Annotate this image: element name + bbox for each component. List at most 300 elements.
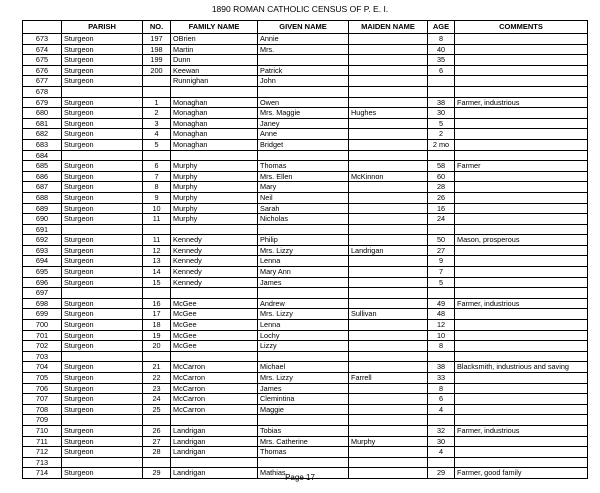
cell-parish: Sturgeon <box>62 256 143 267</box>
cell-parish: Sturgeon <box>62 129 143 140</box>
cell-given-name: Lizzy <box>258 341 349 352</box>
cell-family-name: Landrigan <box>171 468 258 479</box>
cell-age: 6 <box>428 394 455 405</box>
cell-age: 50 <box>428 235 455 246</box>
cell-age: 9 <box>428 256 455 267</box>
cell-given-name: Michael <box>258 362 349 373</box>
cell-given-name: Mary <box>258 182 349 193</box>
cell-row-number: 699 <box>23 309 62 320</box>
cell-row-number: 707 <box>23 394 62 405</box>
cell-no: 27 <box>143 436 171 447</box>
cell-comments <box>455 44 588 55</box>
cell-no: 200 <box>143 65 171 76</box>
cell-maiden-name <box>349 457 428 468</box>
cell-family-name: Landrigan <box>171 425 258 436</box>
cell-given-name: Mathias <box>258 468 349 479</box>
cell-given-name: Thomas <box>258 447 349 458</box>
cell-no: 24 <box>143 394 171 405</box>
cell-maiden-name <box>349 161 428 172</box>
cell-comments <box>455 288 588 299</box>
table-row <box>23 76 588 87</box>
cell-row-number: 701 <box>23 330 62 341</box>
cell-given-name: Andrew <box>258 298 349 309</box>
cell-parish: Sturgeon <box>62 330 143 341</box>
cell-parish: Sturgeon <box>62 447 143 458</box>
cell-family-name <box>171 457 258 468</box>
cell-maiden-name <box>349 383 428 394</box>
cell-parish: Sturgeon <box>62 161 143 172</box>
cell-row-number: 703 <box>23 351 62 362</box>
cell-row-number: 674 <box>23 44 62 55</box>
cell-given-name: Thomas <box>258 161 349 172</box>
cell-row-number: 698 <box>23 298 62 309</box>
cell-age: 30 <box>428 436 455 447</box>
cell-parish: Sturgeon <box>62 394 143 405</box>
cell-parish <box>62 351 143 362</box>
cell-parish: Sturgeon <box>62 436 143 447</box>
cell-age: 6 <box>428 65 455 76</box>
cell-maiden-name <box>349 256 428 267</box>
cell-no: 19 <box>143 330 171 341</box>
cell-family-name: Murphy <box>171 182 258 193</box>
cell-age: 27 <box>428 245 455 256</box>
cell-parish <box>62 288 143 299</box>
cell-no: 5 <box>143 139 171 150</box>
cell-age: 30 <box>428 108 455 119</box>
cell-parish: Sturgeon <box>62 139 143 150</box>
cell-maiden-name <box>349 394 428 405</box>
table-row <box>23 267 588 278</box>
cell-comments <box>455 256 588 267</box>
cell-no: 29 <box>143 468 171 479</box>
cell-row-number: 686 <box>23 171 62 182</box>
cell-family-name: Keewan <box>171 65 258 76</box>
cell-given-name <box>258 150 349 161</box>
table-row <box>23 108 588 119</box>
cell-no: 199 <box>143 55 171 66</box>
cell-family-name <box>171 150 258 161</box>
cell-comments <box>455 192 588 203</box>
cell-age: 4 <box>428 404 455 415</box>
cell-row-number: 697 <box>23 288 62 299</box>
cell-given-name <box>258 457 349 468</box>
cell-age: 38 <box>428 362 455 373</box>
cell-given-name <box>258 351 349 362</box>
table-row <box>23 277 588 288</box>
cell-comments <box>455 76 588 87</box>
cell-no: 12 <box>143 245 171 256</box>
cell-no: 8 <box>143 182 171 193</box>
table-row <box>23 44 588 55</box>
cell-age: 10 <box>428 330 455 341</box>
cell-maiden-name <box>349 425 428 436</box>
cell-family-name <box>171 351 258 362</box>
cell-no: 10 <box>143 203 171 214</box>
cell-parish: Sturgeon <box>62 76 143 87</box>
cell-family-name <box>171 86 258 97</box>
table-row <box>23 298 588 309</box>
cell-no: 23 <box>143 383 171 394</box>
cell-family-name <box>171 415 258 426</box>
cell-family-name: McCarron <box>171 373 258 384</box>
cell-row-number: 678 <box>23 86 62 97</box>
table-row <box>23 245 588 256</box>
cell-age: 7 <box>428 267 455 278</box>
table-row <box>23 171 588 182</box>
cell-row-number: 709 <box>23 415 62 426</box>
cell-no: 22 <box>143 373 171 384</box>
cell-given-name: Tobias <box>258 425 349 436</box>
cell-row-number: 688 <box>23 192 62 203</box>
cell-age: 49 <box>428 298 455 309</box>
cell-family-name: OBrien <box>171 34 258 45</box>
cell-maiden-name <box>349 214 428 225</box>
cell-given-name: James <box>258 383 349 394</box>
cell-parish <box>62 224 143 235</box>
cell-row-number: 679 <box>23 97 62 108</box>
cell-row-number: 680 <box>23 108 62 119</box>
cell-comments <box>455 457 588 468</box>
cell-no <box>143 415 171 426</box>
cell-no: 28 <box>143 447 171 458</box>
cell-maiden-name <box>349 97 428 108</box>
cell-age <box>428 86 455 97</box>
cell-parish: Sturgeon <box>62 277 143 288</box>
cell-age: 29 <box>428 468 455 479</box>
cell-family-name: Kennedy <box>171 245 258 256</box>
cell-age: 2 mo <box>428 139 455 150</box>
cell-row-number: 691 <box>23 224 62 235</box>
cell-no: 1 <box>143 97 171 108</box>
cell-family-name: Murphy <box>171 192 258 203</box>
cell-given-name: Mrs. Ellen <box>258 171 349 182</box>
cell-given-name: Lenna <box>258 320 349 331</box>
cell-maiden-name: Farrell <box>349 373 428 384</box>
cell-row-number: 702 <box>23 341 62 352</box>
cell-parish <box>62 150 143 161</box>
cell-given-name: Maggie <box>258 404 349 415</box>
table-row <box>23 224 588 235</box>
cell-family-name: McGee <box>171 309 258 320</box>
cell-maiden-name <box>349 129 428 140</box>
cell-no: 17 <box>143 309 171 320</box>
cell-family-name <box>171 224 258 235</box>
cell-given-name: Mrs. Lizzy <box>258 373 349 384</box>
table-row <box>23 288 588 299</box>
cell-family-name: Dunn <box>171 55 258 66</box>
cell-comments <box>455 341 588 352</box>
census-table <box>22 20 588 479</box>
cell-no: 13 <box>143 256 171 267</box>
cell-parish: Sturgeon <box>62 118 143 129</box>
cell-comments <box>455 404 588 415</box>
cell-family-name: McCarron <box>171 404 258 415</box>
table-row <box>23 161 588 172</box>
cell-no: 16 <box>143 298 171 309</box>
cell-no <box>143 150 171 161</box>
cell-no: 2 <box>143 108 171 119</box>
cell-given-name: Mrs. Lizzy <box>258 245 349 256</box>
cell-parish: Sturgeon <box>62 34 143 45</box>
cell-parish: Sturgeon <box>62 341 143 352</box>
cell-given-name: Neil <box>258 192 349 203</box>
cell-family-name: Murphy <box>171 161 258 172</box>
table-row <box>23 320 588 331</box>
cell-age <box>428 76 455 87</box>
cell-maiden-name <box>349 341 428 352</box>
cell-parish: Sturgeon <box>62 298 143 309</box>
cell-comments <box>455 245 588 256</box>
cell-row-number: 694 <box>23 256 62 267</box>
table-row <box>23 192 588 203</box>
cell-given-name: Bridget <box>258 139 349 150</box>
cell-row-number: 713 <box>23 457 62 468</box>
table-row <box>23 373 588 384</box>
cell-age: 8 <box>428 341 455 352</box>
cell-maiden-name <box>349 362 428 373</box>
cell-comments <box>455 224 588 235</box>
cell-maiden-name <box>349 34 428 45</box>
cell-family-name: McGee <box>171 298 258 309</box>
cell-age: 8 <box>428 383 455 394</box>
cell-no: 9 <box>143 192 171 203</box>
cell-age <box>428 457 455 468</box>
cell-given-name: Mrs. <box>258 44 349 55</box>
table-row <box>23 150 588 161</box>
cell-row-number: 689 <box>23 203 62 214</box>
cell-family-name: Kennedy <box>171 235 258 246</box>
cell-maiden-name: Murphy <box>349 436 428 447</box>
cell-comments <box>455 150 588 161</box>
cell-given-name: Anne <box>258 129 349 140</box>
header-given-name: GIVEN NAME <box>258 21 349 34</box>
cell-no <box>143 457 171 468</box>
header-family-name: FAMILY NAME <box>171 21 258 34</box>
cell-parish: Sturgeon <box>62 97 143 108</box>
table-row <box>23 351 588 362</box>
cell-row-number: 673 <box>23 34 62 45</box>
cell-comments <box>455 214 588 225</box>
cell-no: 20 <box>143 341 171 352</box>
cell-parish: Sturgeon <box>62 192 143 203</box>
cell-maiden-name <box>349 139 428 150</box>
cell-age: 40 <box>428 44 455 55</box>
cell-family-name: Monaghan <box>171 139 258 150</box>
cell-row-number: 700 <box>23 320 62 331</box>
cell-family-name: Runnighan <box>171 76 258 87</box>
cell-maiden-name <box>349 118 428 129</box>
cell-comments <box>455 118 588 129</box>
cell-no <box>143 224 171 235</box>
cell-no <box>143 288 171 299</box>
cell-row-number: 687 <box>23 182 62 193</box>
cell-comments <box>455 277 588 288</box>
cell-given-name: John <box>258 76 349 87</box>
cell-maiden-name <box>349 288 428 299</box>
cell-family-name: Murphy <box>171 203 258 214</box>
table-row <box>23 404 588 415</box>
cell-comments <box>455 436 588 447</box>
table-row <box>23 182 588 193</box>
cell-row-number: 714 <box>23 468 62 479</box>
table-row <box>23 309 588 320</box>
cell-no: 11 <box>143 214 171 225</box>
cell-family-name: McGee <box>171 330 258 341</box>
cell-age <box>428 150 455 161</box>
cell-family-name: Landrigan <box>171 447 258 458</box>
cell-family-name: Murphy <box>171 214 258 225</box>
cell-parish: Sturgeon <box>62 362 143 373</box>
cell-comments <box>455 309 588 320</box>
cell-comments <box>455 171 588 182</box>
cell-family-name: Monaghan <box>171 118 258 129</box>
cell-parish: Sturgeon <box>62 44 143 55</box>
cell-row-number: 693 <box>23 245 62 256</box>
cell-age: 38 <box>428 97 455 108</box>
cell-row-number: 690 <box>23 214 62 225</box>
cell-given-name: Mrs. Maggie <box>258 108 349 119</box>
cell-parish: Sturgeon <box>62 309 143 320</box>
table-row <box>23 203 588 214</box>
cell-no: 11 <box>143 235 171 246</box>
cell-row-number: 676 <box>23 65 62 76</box>
cell-age: 16 <box>428 203 455 214</box>
cell-comments <box>455 415 588 426</box>
cell-no: 14 <box>143 267 171 278</box>
cell-family-name: Kennedy <box>171 256 258 267</box>
cell-comments: Mason, prosperous <box>455 235 588 246</box>
page-title: 1890 ROMAN CATHOLIC CENSUS OF P. E. I. <box>211 4 389 14</box>
cell-family-name: Monaghan <box>171 129 258 140</box>
cell-given-name: James <box>258 277 349 288</box>
cell-family-name: Kennedy <box>171 277 258 288</box>
cell-no: 21 <box>143 362 171 373</box>
cell-no <box>143 351 171 362</box>
cell-maiden-name: Landrigan <box>349 245 428 256</box>
cell-parish: Sturgeon <box>62 108 143 119</box>
table-row <box>23 330 588 341</box>
cell-family-name <box>171 288 258 299</box>
cell-parish: Sturgeon <box>62 373 143 384</box>
cell-comments <box>455 447 588 458</box>
cell-age: 48 <box>428 309 455 320</box>
cell-maiden-name <box>349 65 428 76</box>
cell-comments: Farmer, industrious <box>455 298 588 309</box>
cell-age: 4 <box>428 447 455 458</box>
cell-row-number: 695 <box>23 267 62 278</box>
cell-no: 18 <box>143 320 171 331</box>
cell-comments <box>455 267 588 278</box>
cell-no <box>143 76 171 87</box>
cell-comments: Farmer, good family <box>455 468 588 479</box>
cell-family-name: Monaghan <box>171 97 258 108</box>
cell-no: 3 <box>143 118 171 129</box>
cell-given-name <box>258 224 349 235</box>
cell-no: 4 <box>143 129 171 140</box>
cell-family-name: McCarron <box>171 383 258 394</box>
cell-maiden-name <box>349 86 428 97</box>
cell-comments: Blacksmith, industrious and saving <box>455 362 588 373</box>
cell-parish: Sturgeon <box>62 320 143 331</box>
cell-parish: Sturgeon <box>62 383 143 394</box>
cell-row-number: 711 <box>23 436 62 447</box>
cell-parish: Sturgeon <box>62 245 143 256</box>
cell-row-number: 712 <box>23 447 62 458</box>
cell-maiden-name <box>349 44 428 55</box>
cell-comments <box>455 383 588 394</box>
cell-no: 15 <box>143 277 171 288</box>
cell-comments: Farmer <box>455 161 588 172</box>
table-row <box>23 447 588 458</box>
cell-age: 5 <box>428 277 455 288</box>
table-row <box>23 235 588 246</box>
cell-given-name <box>258 55 349 66</box>
cell-row-number: 692 <box>23 235 62 246</box>
header-maiden-name: MAIDEN NAME <box>349 21 428 34</box>
table-row <box>23 362 588 373</box>
cell-comments <box>455 320 588 331</box>
cell-age: 2 <box>428 129 455 140</box>
table-row <box>23 425 588 436</box>
cell-no <box>143 86 171 97</box>
table-row <box>23 118 588 129</box>
cell-no: 6 <box>143 161 171 172</box>
cell-row-number: 677 <box>23 76 62 87</box>
cell-no: 7 <box>143 171 171 182</box>
cell-row-number: 682 <box>23 129 62 140</box>
cell-family-name: Landrigan <box>171 436 258 447</box>
cell-parish: Sturgeon <box>62 65 143 76</box>
cell-comments <box>455 65 588 76</box>
cell-family-name: McCarron <box>171 362 258 373</box>
cell-age: 5 <box>428 118 455 129</box>
cell-family-name: McGee <box>171 320 258 331</box>
cell-age: 8 <box>428 34 455 45</box>
cell-given-name: Nicholas <box>258 214 349 225</box>
cell-comments <box>455 108 588 119</box>
cell-no: 25 <box>143 404 171 415</box>
cell-comments <box>455 86 588 97</box>
cell-maiden-name <box>349 404 428 415</box>
table-row <box>23 214 588 225</box>
cell-comments <box>455 394 588 405</box>
table-row <box>23 86 588 97</box>
cell-given-name <box>258 415 349 426</box>
cell-maiden-name <box>349 203 428 214</box>
cell-row-number: 675 <box>23 55 62 66</box>
cell-maiden-name <box>349 298 428 309</box>
cell-no: 197 <box>143 34 171 45</box>
cell-given-name: Mrs. Lizzy <box>258 309 349 320</box>
table-row <box>23 34 588 45</box>
cell-maiden-name: McKinnon <box>349 171 428 182</box>
cell-family-name: McCarron <box>171 394 258 405</box>
cell-row-number: 708 <box>23 404 62 415</box>
cell-parish: Sturgeon <box>62 468 143 479</box>
cell-comments <box>455 351 588 362</box>
cell-parish: Sturgeon <box>62 55 143 66</box>
cell-family-name: Monaghan <box>171 108 258 119</box>
cell-row-number: 696 <box>23 277 62 288</box>
cell-maiden-name <box>349 224 428 235</box>
cell-maiden-name <box>349 55 428 66</box>
cell-age: 58 <box>428 161 455 172</box>
cell-age: 24 <box>428 214 455 225</box>
cell-maiden-name <box>349 277 428 288</box>
cell-maiden-name <box>349 150 428 161</box>
cell-given-name: Clemintina <box>258 394 349 405</box>
table-row <box>23 383 588 394</box>
